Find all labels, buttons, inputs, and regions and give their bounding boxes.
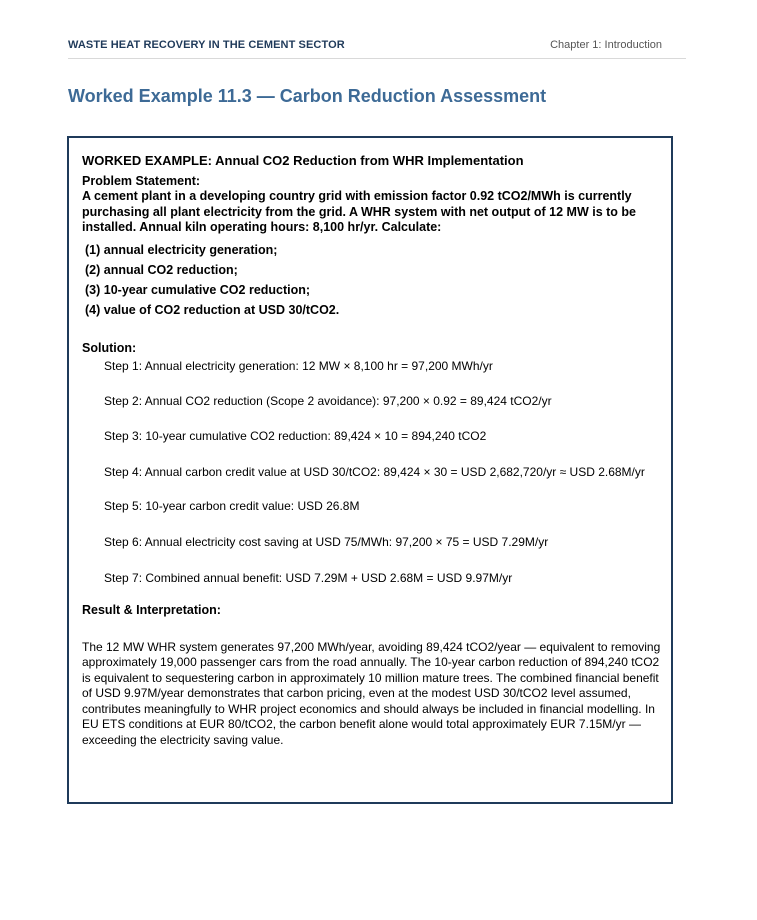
worked-example-content	[82, 152, 662, 748]
worked-example-box	[67, 136, 673, 804]
solution-step: Step 6: Annual electricity cost saving at USD 75/MWh: 97,200 × 75 = USD 7.29M/yr	[104, 534, 549, 549]
question-item: (4) value of CO2 reduction at USD 30/tCO2.	[85, 302, 340, 317]
solution-step: Step 4: Annual carbon credit value at USD 30/tCO2: 89,424 × 30 = USD 2,682,720/yr ≈ USD 2.68M/yr	[104, 464, 645, 479]
question-item: (3) 10-year cumulative CO2 reduction;	[85, 282, 311, 297]
question-item: (2) annual CO2 reduction;	[85, 262, 238, 277]
solution-step: Step 5: 10-year carbon credit value: USD 26.8M	[104, 498, 360, 513]
question-list	[82, 240, 662, 320]
solution-step: Step 7: Combined annual benefit: USD 7.29M + USD 2.68M = USD 9.97M/yr	[104, 570, 513, 585]
problem-statement-text: A cement plant in a developing country grid with emission factor 0.92 tCO2/MWh is currently purchasing all plant electricity from the grid. A WHR system with net output of 12 MW is to be installed. Annual kiln operating hours: 8,100 hr/yr. Calculate:	[82, 189, 636, 234]
page-title: Worked Example 11.3 — Carbon Reduction Assessment	[68, 86, 547, 106]
question-item: (1) annual electricity generation;	[85, 242, 278, 257]
solution-label: Solution:	[82, 340, 137, 355]
running-header	[68, 38, 686, 59]
solution-step: Step 1: Annual electricity generation: 12 MW × 8,100 hr = 97,200 MWh/yr	[104, 358, 493, 373]
problem-statement-label: Problem Statement:	[82, 174, 201, 188]
worked-example-heading: WORKED EXAMPLE: Annual CO2 Reduction from WHR Implementation	[82, 153, 524, 168]
solution-step: Step 3: 10-year cumulative CO2 reduction: 89,424 × 10 = 894,240 tCO2	[104, 428, 487, 443]
running-header-chapter: Chapter 1: Introduction	[550, 39, 662, 51]
result-interpretation-label: Result & Interpretation:	[82, 602, 221, 617]
solution-step: Step 2: Annual CO2 reduction (Scope 2 avoidance): 97,200 × 0.92 = 89,424 tCO2/yr	[104, 393, 552, 408]
running-header-title: WASTE HEAT RECOVERY IN THE CEMENT SECTOR	[68, 39, 345, 51]
result-interpretation-text: The 12 MW WHR system generates 97,200 MWh/year, avoiding 89,424 tCO2/year — equivalent to removing approximately 19,000 passenger cars from the road annually. The 10-year carbon reduction of 894,240 tCO2 is equivalent to sequestering carbon in approximately 10 million mature trees. The combined financial benefit of USD 9.97M/year demonstrates that carbon pricing, even at the modest USD 30/tCO2 level assumed, contributes meaningfully to WHR project economics and should always be included in financial modelling. In EU ETS conditions at EUR 80/tCO2, the carbon benefit alone would total approximately EUR 7.15M/yr — exceeding the electricity saving value.	[82, 639, 661, 747]
